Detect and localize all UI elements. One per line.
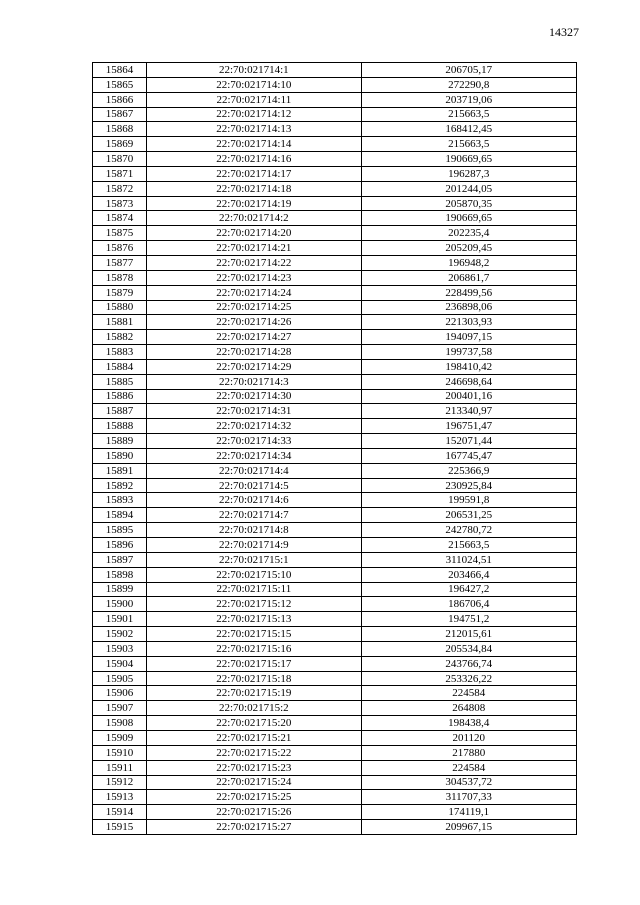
table-row [93,255,577,270]
cadastral-number-cell: 22:70:021715:15 [147,627,361,642]
row-number-cell: 15893 [93,493,147,508]
table-row [93,122,577,137]
cadastral-number-cell: 22:70:021714:10 [147,77,361,92]
cadastral-value-cell: 236898,06 [361,300,576,315]
cadastral-value-cell: 174119,1 [361,805,576,820]
table-row [93,790,577,805]
table-row [93,448,577,463]
cadastral-value-cell: 186706,4 [361,597,576,612]
cadastral-value-cell: 198438,4 [361,716,576,731]
cadastral-number-cell: 22:70:021715:13 [147,612,361,627]
table-row [93,107,577,122]
cadastral-value-cell: 194751,2 [361,612,576,627]
cadastral-value-cell: 167745,47 [361,448,576,463]
table-row [93,597,577,612]
row-number-cell: 15894 [93,508,147,523]
table-row [93,330,577,345]
table-row [93,166,577,181]
row-number-cell: 15876 [93,241,147,256]
row-number-cell: 15908 [93,716,147,731]
cadastral-value-cell: 206861,7 [361,270,576,285]
page-number: 14327 [549,25,579,39]
row-number-cell: 15878 [93,270,147,285]
cadastral-value-cell: 194097,15 [361,330,576,345]
cadastral-number-cell: 22:70:021714:2 [147,211,361,226]
cadastral-number-cell: 22:70:021714:27 [147,330,361,345]
cadastral-number-cell: 22:70:021714:18 [147,181,361,196]
row-number-cell: 15887 [93,404,147,419]
cadastral-value-cell: 196427,2 [361,582,576,597]
cadastral-number-cell: 22:70:021714:24 [147,285,361,300]
cadastral-value-cell: 224584 [361,760,576,775]
row-number-cell: 15912 [93,775,147,790]
cadastral-number-cell: 22:70:021714:33 [147,434,361,449]
cadastral-value-cell: 200401,16 [361,389,576,404]
table-row [93,77,577,92]
table-row [93,745,577,760]
cadastral-value-cell: 228499,56 [361,285,576,300]
cadastral-value-cell: 190669,65 [361,152,576,167]
cadastral-value-cell: 201120 [361,730,576,745]
cadastral-number-cell: 22:70:021714:19 [147,196,361,211]
cadastral-value-cell: 202235,4 [361,226,576,241]
cadastral-value-cell: 311024,51 [361,552,576,567]
cadastral-value-table [92,62,577,835]
cadastral-value-cell: 213340,97 [361,404,576,419]
row-number-cell: 15874 [93,211,147,226]
cadastral-value-cell: 196948,2 [361,255,576,270]
table-row [93,196,577,211]
table-row [93,701,577,716]
cadastral-value-cell: 152071,44 [361,434,576,449]
cadastral-value-cell: 246698,64 [361,374,576,389]
table-row [93,775,577,790]
table-row [93,152,577,167]
cadastral-value-cell: 205534,84 [361,641,576,656]
table-row [93,612,577,627]
cadastral-number-cell: 22:70:021715:22 [147,745,361,760]
row-number-cell: 15872 [93,181,147,196]
row-number-cell: 15905 [93,671,147,686]
table-row [93,211,577,226]
cadastral-value-cell: 198410,42 [361,359,576,374]
row-number-cell: 15900 [93,597,147,612]
cadastral-number-cell: 22:70:021714:14 [147,137,361,152]
row-number-cell: 15897 [93,552,147,567]
table-row [93,820,577,835]
table-row [93,241,577,256]
table-row [93,478,577,493]
table-row [93,63,577,78]
row-number-cell: 15881 [93,315,147,330]
table-row [93,716,577,731]
row-number-cell: 15883 [93,345,147,360]
cadastral-value-cell: 215663,5 [361,107,576,122]
cadastral-value-cell: 203466,4 [361,567,576,582]
cadastral-number-cell: 22:70:021715:24 [147,775,361,790]
cadastral-value-cell: 215663,5 [361,538,576,553]
table-row [93,404,577,419]
cadastral-value-cell: 196751,47 [361,419,576,434]
cadastral-number-cell: 22:70:021715:1 [147,552,361,567]
table-row [93,315,577,330]
cadastral-value-cell: 199737,58 [361,345,576,360]
table-row [93,493,577,508]
cadastral-number-cell: 22:70:021714:34 [147,448,361,463]
cadastral-number-cell: 22:70:021715:17 [147,656,361,671]
cadastral-value-cell: 190669,65 [361,211,576,226]
cadastral-value-cell: 272290,8 [361,77,576,92]
table-row [93,671,577,686]
row-number-cell: 15889 [93,434,147,449]
row-number-cell: 15884 [93,359,147,374]
row-number-cell: 15870 [93,152,147,167]
cadastral-number-cell: 22:70:021714:3 [147,374,361,389]
cadastral-number-cell: 22:70:021714:25 [147,300,361,315]
cadastral-value-cell: 199591,8 [361,493,576,508]
cadastral-number-cell: 22:70:021714:9 [147,538,361,553]
row-number-cell: 15885 [93,374,147,389]
cadastral-number-cell: 22:70:021714:8 [147,523,361,538]
row-number-cell: 15869 [93,137,147,152]
table-row [93,419,577,434]
cadastral-number-cell: 22:70:021714:12 [147,107,361,122]
table-row [93,374,577,389]
table-row [93,270,577,285]
row-number-cell: 15864 [93,63,147,78]
cadastral-number-cell: 22:70:021715:18 [147,671,361,686]
row-number-cell: 15904 [93,656,147,671]
row-number-cell: 15871 [93,166,147,181]
cadastral-number-cell: 22:70:021714:21 [147,241,361,256]
cadastral-number-cell: 22:70:021714:11 [147,92,361,107]
row-number-cell: 15886 [93,389,147,404]
cadastral-number-cell: 22:70:021714:6 [147,493,361,508]
row-number-cell: 15907 [93,701,147,716]
table-row [93,805,577,820]
cadastral-number-cell: 22:70:021714:13 [147,122,361,137]
row-number-cell: 15896 [93,538,147,553]
row-number-cell: 15895 [93,523,147,538]
cadastral-value-cell: 206531,25 [361,508,576,523]
table-row [93,538,577,553]
table-row [93,760,577,775]
cadastral-value-cell: 243766,74 [361,656,576,671]
table-row [93,641,577,656]
table-row [93,523,577,538]
row-number-cell: 15899 [93,582,147,597]
table-row [93,226,577,241]
row-number-cell: 15888 [93,419,147,434]
cadastral-value-cell: 225366,9 [361,463,576,478]
cadastral-value-cell: 230925,84 [361,478,576,493]
table-row [93,508,577,523]
row-number-cell: 15867 [93,107,147,122]
cadastral-number-cell: 22:70:021715:2 [147,701,361,716]
table-row [93,656,577,671]
cadastral-number-cell: 22:70:021714:4 [147,463,361,478]
cadastral-value-cell: 242780,72 [361,523,576,538]
row-number-cell: 15914 [93,805,147,820]
table-row [93,181,577,196]
cadastral-number-cell: 22:70:021715:23 [147,760,361,775]
row-number-cell: 15901 [93,612,147,627]
cadastral-number-cell: 22:70:021714:23 [147,270,361,285]
row-number-cell: 15906 [93,686,147,701]
table-body [93,63,577,835]
row-number-cell: 15875 [93,226,147,241]
cadastral-number-cell: 22:70:021715:25 [147,790,361,805]
row-number-cell: 15911 [93,760,147,775]
table-row [93,627,577,642]
cadastral-value-cell: 221303,93 [361,315,576,330]
table-row [93,686,577,701]
row-number-cell: 15877 [93,255,147,270]
row-number-cell: 15903 [93,641,147,656]
cadastral-number-cell: 22:70:021714:1 [147,63,361,78]
table-row [93,300,577,315]
row-number-cell: 15909 [93,730,147,745]
cadastral-value-cell: 224584 [361,686,576,701]
cadastral-number-cell: 22:70:021714:7 [147,508,361,523]
cadastral-number-cell: 22:70:021714:32 [147,419,361,434]
cadastral-value-cell: 215663,5 [361,137,576,152]
cadastral-number-cell: 22:70:021715:26 [147,805,361,820]
row-number-cell: 15902 [93,627,147,642]
row-number-cell: 15879 [93,285,147,300]
cadastral-number-cell: 22:70:021714:28 [147,345,361,360]
row-number-cell: 15910 [93,745,147,760]
table-row [93,582,577,597]
cadastral-number-cell: 22:70:021714:5 [147,478,361,493]
row-number-cell: 15891 [93,463,147,478]
cadastral-number-cell: 22:70:021715:20 [147,716,361,731]
cadastral-number-cell: 22:70:021714:30 [147,389,361,404]
cadastral-value-cell: 196287,3 [361,166,576,181]
cadastral-value-cell: 253326,22 [361,671,576,686]
row-number-cell: 15892 [93,478,147,493]
table-row [93,552,577,567]
row-number-cell: 15882 [93,330,147,345]
cadastral-value-cell: 209967,15 [361,820,576,835]
table-row [93,730,577,745]
cadastral-value-cell: 168412,45 [361,122,576,137]
cadastral-number-cell: 22:70:021715:16 [147,641,361,656]
cadastral-value-cell: 201244,05 [361,181,576,196]
cadastral-value-cell: 206705,17 [361,63,576,78]
table-row [93,92,577,107]
cadastral-number-cell: 22:70:021715:10 [147,567,361,582]
row-number-cell: 15915 [93,820,147,835]
cadastral-value-cell: 264808 [361,701,576,716]
cadastral-number-cell: 22:70:021715:21 [147,730,361,745]
cadastral-number-cell: 22:70:021715:11 [147,582,361,597]
table-row [93,389,577,404]
cadastral-value-cell: 217880 [361,745,576,760]
table-row [93,285,577,300]
row-number-cell: 15873 [93,196,147,211]
row-number-cell: 15865 [93,77,147,92]
cadastral-value-cell: 212015,61 [361,627,576,642]
cadastral-number-cell: 22:70:021715:19 [147,686,361,701]
row-number-cell: 15898 [93,567,147,582]
table-row [93,463,577,478]
table-row [93,567,577,582]
cadastral-number-cell: 22:70:021714:20 [147,226,361,241]
table-row [93,345,577,360]
cadastral-value-cell: 311707,33 [361,790,576,805]
table-row [93,359,577,374]
cadastral-value-cell: 205209,45 [361,241,576,256]
table-row [93,434,577,449]
row-number-cell: 15890 [93,448,147,463]
row-number-cell: 15880 [93,300,147,315]
cadastral-number-cell: 22:70:021714:16 [147,152,361,167]
cadastral-number-cell: 22:70:021715:12 [147,597,361,612]
cadastral-number-cell: 22:70:021714:22 [147,255,361,270]
cadastral-number-cell: 22:70:021714:29 [147,359,361,374]
cadastral-value-cell: 304537,72 [361,775,576,790]
cadastral-value-cell: 205870,35 [361,196,576,211]
table-row [93,137,577,152]
cadastral-value-cell: 203719,06 [361,92,576,107]
cadastral-number-cell: 22:70:021714:26 [147,315,361,330]
row-number-cell: 15866 [93,92,147,107]
cadastral-number-cell: 22:70:021714:17 [147,166,361,181]
cadastral-number-cell: 22:70:021714:31 [147,404,361,419]
row-number-cell: 15868 [93,122,147,137]
row-number-cell: 15913 [93,790,147,805]
cadastral-number-cell: 22:70:021715:27 [147,820,361,835]
